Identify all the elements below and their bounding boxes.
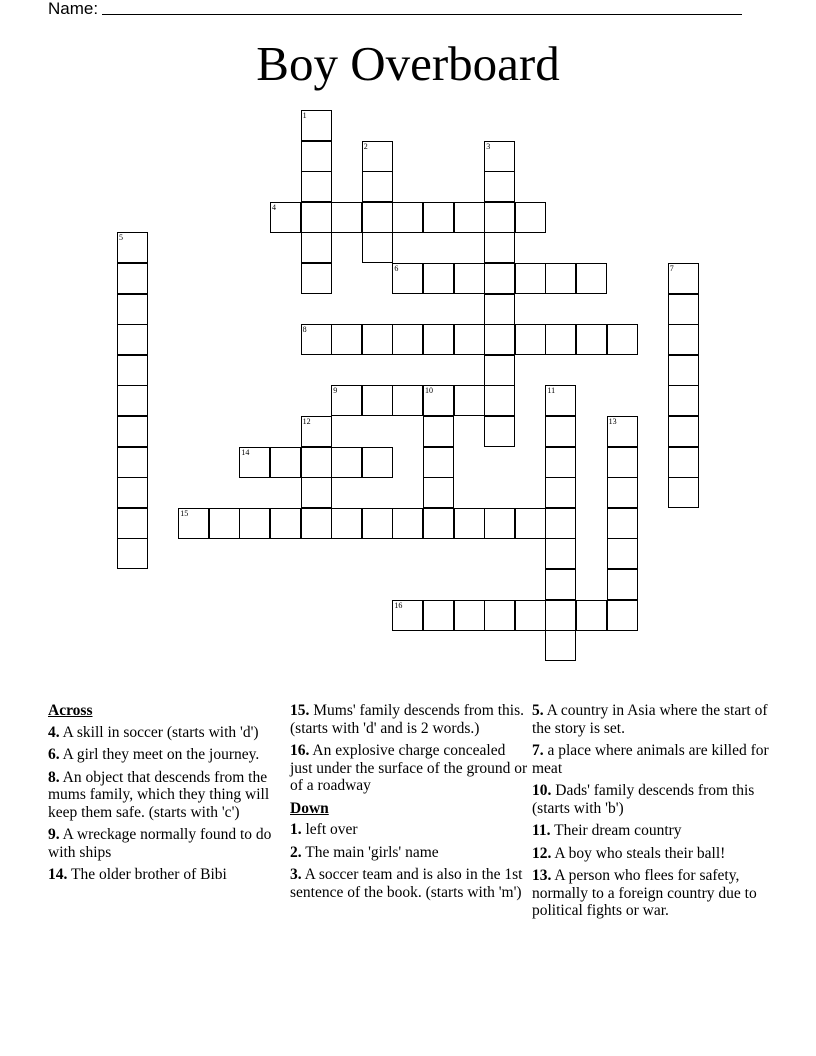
grid-cell[interactable] (117, 508, 148, 539)
grid-cell[interactable] (545, 600, 576, 631)
grid-cell[interactable] (607, 508, 638, 539)
grid-cell[interactable] (484, 385, 515, 416)
grid-cell[interactable] (362, 232, 393, 263)
grid-cell[interactable] (423, 263, 454, 294)
grid-cell[interactable] (484, 324, 515, 355)
clue-across-4: 4. A skill in soccer (starts with 'd') (48, 723, 259, 741)
grid-cell[interactable] (454, 600, 485, 631)
grid-cell[interactable] (301, 508, 332, 539)
clue-down-11: 11. Their dream country (532, 822, 682, 839)
grid-cell[interactable] (301, 141, 332, 172)
grid-cell[interactable] (607, 569, 638, 600)
clue-number: 14 (241, 447, 250, 457)
grid-cell[interactable] (362, 202, 393, 233)
grid-cell[interactable] (301, 202, 332, 233)
grid-cell[interactable] (454, 324, 485, 355)
grid-cell[interactable] (392, 324, 423, 355)
grid-cell[interactable] (545, 538, 576, 569)
grid-cell[interactable] (484, 600, 515, 631)
grid-cell[interactable] (607, 416, 638, 447)
clue-number: 4 (272, 202, 276, 212)
grid-cell[interactable] (392, 508, 423, 539)
grid-cell[interactable] (576, 600, 607, 631)
clue-number: 3 (486, 141, 491, 151)
grid-cell[interactable] (607, 447, 638, 478)
clue-across-14: 14. The older brother of Bibi (48, 866, 227, 883)
grid-cell[interactable] (454, 202, 485, 233)
grid-cell[interactable] (484, 171, 515, 202)
grid-cell[interactable] (392, 202, 423, 233)
grid-cell[interactable] (117, 385, 148, 416)
grid-cell[interactable] (607, 324, 638, 355)
grid-cell[interactable] (484, 202, 515, 233)
grid-cell[interactable] (117, 355, 148, 386)
grid-cell[interactable] (545, 324, 576, 355)
grid-cell[interactable] (362, 385, 393, 416)
grid-cell[interactable] (454, 263, 485, 294)
clue-down-2: 2. The main 'girls' name (290, 843, 439, 861)
grid-cell[interactable] (117, 477, 148, 508)
grid-cell[interactable] (301, 171, 332, 202)
clue-down-7: 7. a place where animals are killed for meat (532, 742, 769, 777)
grid-cell[interactable] (515, 324, 546, 355)
clue-number: 7 (669, 264, 674, 273)
grid-cell[interactable] (362, 171, 393, 202)
grid-cell[interactable] (484, 508, 515, 539)
grid-cell[interactable] (178, 508, 209, 539)
clue-number: 9 (333, 386, 338, 396)
clue-number: 5 (119, 233, 123, 243)
clue-down-13: 13. A person who flees for safety, normally to a foreign country due to political fights or war. (532, 867, 757, 919)
grid-cell[interactable] (484, 416, 515, 447)
clue-number: 13 (608, 417, 617, 426)
grid-cell[interactable] (576, 324, 607, 355)
clue-number: 12 (302, 417, 311, 426)
page-title: Boy Overboard (256, 36, 560, 91)
clue-number: 16 (394, 600, 403, 610)
grid-cell[interactable] (545, 569, 576, 600)
grid-cell[interactable] (331, 385, 362, 416)
grid-cell[interactable] (362, 508, 393, 539)
grid-cell[interactable] (668, 355, 699, 386)
grid-cell[interactable] (331, 447, 362, 478)
grid-cell[interactable] (484, 294, 515, 325)
grid-cell[interactable] (423, 447, 454, 478)
grid-cell[interactable] (515, 202, 546, 233)
grid-cell[interactable] (117, 294, 148, 325)
down-heading: Down (290, 799, 329, 817)
clue-number: 10 (425, 386, 433, 396)
clue-across-15: 15. Mums' family descends from this. (starts with 'd' and is 2 words.) (290, 702, 524, 737)
grid-cell[interactable] (454, 385, 485, 416)
grid-cell[interactable] (545, 508, 576, 539)
clue-number: 11 (547, 386, 556, 396)
clue-down-5: 5. A country in Asia where the start of the story is set. (532, 702, 768, 737)
grid-cell[interactable] (484, 263, 515, 294)
grid-cell[interactable] (117, 263, 148, 294)
grid-cell[interactable] (607, 600, 638, 631)
grid-cell[interactable] (484, 232, 515, 263)
clue-across-16: 16. An explosive charge concealed just under the surface of the ground or of a roadway (290, 742, 528, 794)
grid-cell[interactable] (301, 477, 332, 508)
grid-cell[interactable] (423, 477, 454, 508)
grid-cell[interactable] (301, 110, 332, 141)
grid-cell[interactable] (668, 263, 699, 294)
grid-cell[interactable] (117, 232, 148, 263)
grid-cell[interactable] (301, 416, 332, 447)
grid-cell[interactable] (331, 324, 362, 355)
grid-cell[interactable] (301, 447, 332, 478)
grid-cell[interactable] (668, 324, 699, 355)
grid-cell[interactable] (270, 202, 301, 233)
clue-number: 2 (363, 141, 368, 151)
clue-number: 8 (302, 325, 307, 335)
grid-cell[interactable] (270, 447, 301, 478)
clue-number: 6 (394, 264, 399, 273)
grid-cell[interactable] (301, 232, 332, 263)
grid-cell[interactable] (607, 538, 638, 569)
grid-cell[interactable] (545, 416, 576, 447)
grid-cell[interactable] (209, 508, 240, 539)
clue-number: 1 (302, 111, 307, 120)
grid-cell[interactable] (423, 416, 454, 447)
name-label: Name: (48, 0, 99, 18)
grid-cell[interactable] (423, 385, 454, 416)
grid-cell[interactable] (545, 477, 576, 508)
grid-cell[interactable] (484, 141, 515, 172)
grid-cell[interactable] (362, 447, 393, 478)
grid-cell[interactable] (117, 447, 148, 478)
grid-cell[interactable] (117, 538, 148, 569)
grid-cell[interactable] (239, 508, 270, 539)
grid-cell[interactable] (454, 508, 485, 539)
grid-cell[interactable] (362, 324, 393, 355)
grid-cell[interactable] (484, 355, 515, 386)
grid-cell[interactable] (423, 202, 454, 233)
grid-cell[interactable] (515, 508, 546, 539)
grid-cell[interactable] (515, 263, 546, 294)
grid-cell[interactable] (239, 447, 270, 478)
across-heading: Across (48, 702, 93, 719)
grid-cell[interactable] (117, 324, 148, 355)
clue-down-3: 3. A soccer team and is also in the 1st sentence of the book. (starts with 'm') (290, 866, 523, 901)
grid-cell[interactable] (301, 324, 332, 355)
grid-cell[interactable] (423, 508, 454, 539)
grid-cell[interactable] (331, 202, 362, 233)
grid-cell[interactable] (270, 508, 301, 539)
grid-cell[interactable] (117, 416, 148, 447)
clue-across-6: 6. A girl they meet on the journey. (48, 746, 260, 763)
clues-column-2 (290, 702, 528, 906)
grid-cell[interactable] (301, 263, 332, 294)
grid-cell[interactable] (668, 447, 699, 478)
grid-cell[interactable] (576, 263, 607, 294)
grid-cell[interactable] (545, 263, 576, 294)
grid-cell[interactable] (607, 477, 638, 508)
grid-cell[interactable] (668, 294, 699, 325)
grid-cell[interactable] (392, 600, 423, 631)
grid-cell[interactable] (362, 141, 393, 172)
grid-cell[interactable] (545, 447, 576, 478)
clue-across-8: 8. An object that descends from the mums family, which they thing will keep them safe. (starts with 'c') (48, 768, 270, 821)
grid-cell[interactable] (515, 600, 546, 631)
clue-down-10: 10. Dads' family descends from this (starts with 'b') (532, 782, 755, 817)
clue-across-9: 9. A wreckage normally found to do with ships (48, 826, 272, 861)
clue-down-1: 1. left over (290, 821, 358, 838)
grid-cell[interactable] (392, 263, 423, 294)
clue-down-12: 12. A boy who steals their ball! (532, 844, 726, 862)
grid-cell[interactable] (545, 385, 576, 416)
clue-number: 15 (180, 508, 189, 518)
grid-cell[interactable] (331, 508, 362, 539)
grid-cell[interactable] (545, 630, 576, 661)
grid-cell[interactable] (423, 600, 454, 631)
grid-cell[interactable] (668, 477, 699, 508)
grid-cell[interactable] (668, 416, 699, 447)
grid-cell[interactable] (392, 385, 423, 416)
clues-column-1 (48, 702, 274, 889)
grid-cell[interactable] (423, 324, 454, 355)
grid-cell[interactable] (668, 385, 699, 416)
clues-column-3 (532, 702, 772, 925)
